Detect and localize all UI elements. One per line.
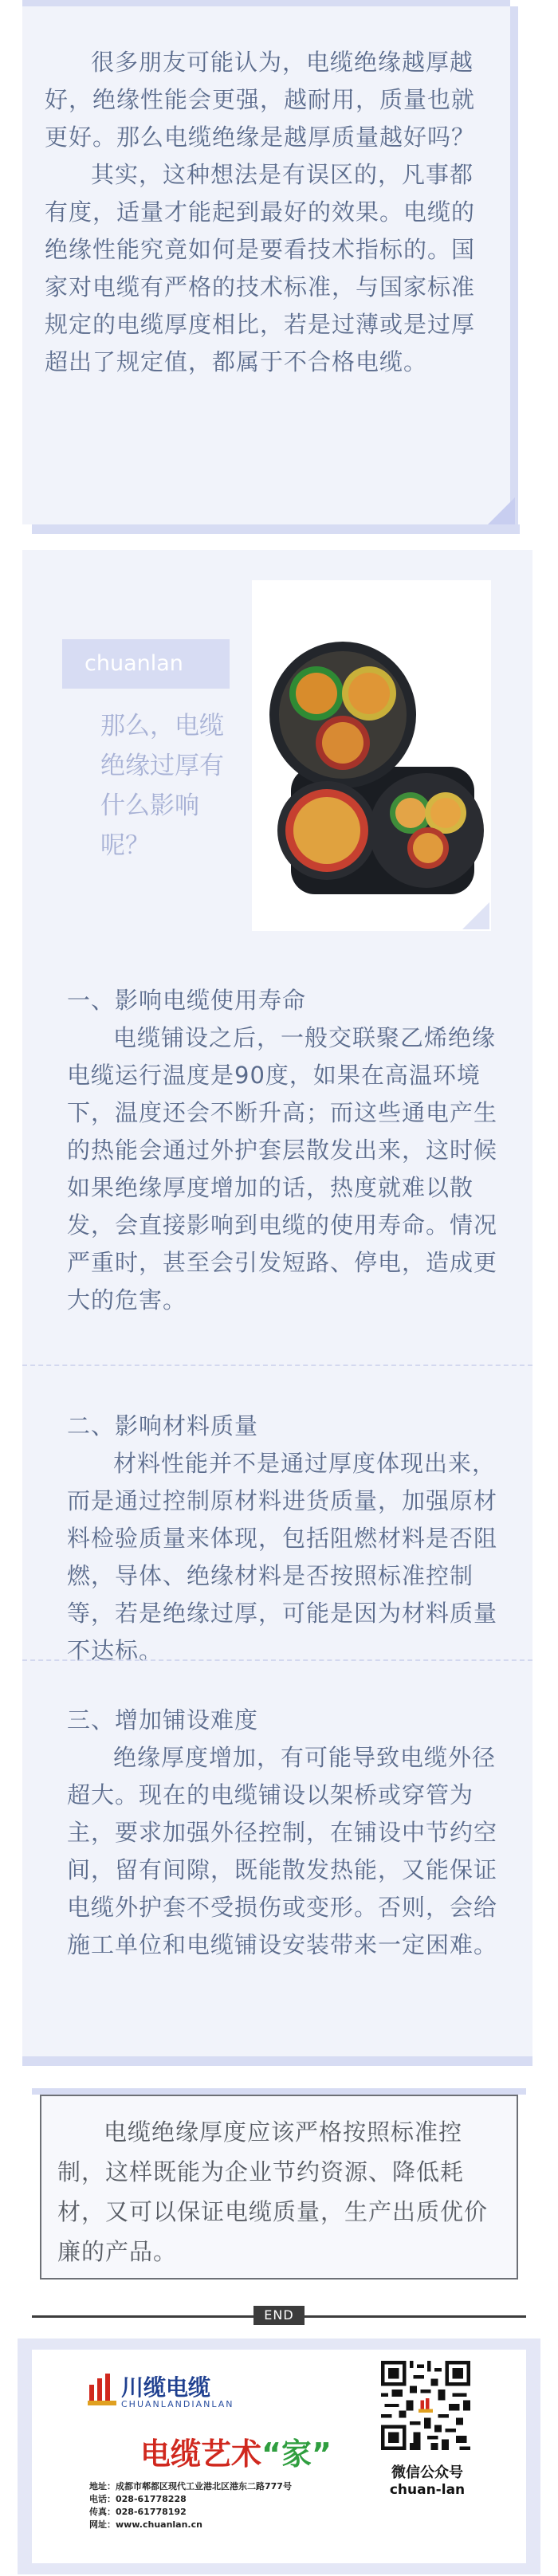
section-body-lifespan: 电缆铺设之后，一般交联聚乙烯绝缘电缆运行温度是90度，如果在高温环境下，温度还会不断升高；而这些通电产生的热能会通过外护套层散发出来，这时候如果绝缘厚度增加的话，热度就难以散发，会直接影响到电缆的使用寿命。情况严重时，甚至会引发短路、停电，造成更大的危害。 bbox=[67, 1024, 498, 1314]
copper-conductor bbox=[413, 833, 443, 863]
copper-conductor bbox=[296, 673, 337, 714]
chuanlan-logo-icon bbox=[88, 2374, 116, 2405]
contact-phone: 电话：028-61778228 bbox=[89, 2494, 187, 2504]
conclusion-text: 电缆绝缘厚度应该严格按照标准控制，这样既能为企业节约资源、降低耗材，又可以保证电缆质量，生产出质优价廉的产品。 bbox=[57, 2119, 489, 2265]
intro-card-top-bar bbox=[22, 0, 510, 6]
contact-address: 地址：成都市郫都区现代工业港北区港东二路777号 bbox=[89, 2481, 292, 2492]
intro-card-shadow bbox=[32, 524, 520, 534]
cable-cross-section-image bbox=[259, 599, 490, 910]
wechat-id: chuan-lan bbox=[389, 2482, 466, 2498]
section-heading-lifespan: 一、影响电缆使用寿命 bbox=[67, 987, 307, 1014]
section-heading-installation: 三、增加铺设难度 bbox=[67, 1706, 259, 1734]
qr-code-icon[interactable] bbox=[381, 2361, 470, 2450]
page-fold-corner bbox=[488, 497, 515, 524]
conclusion-frame-bar bbox=[32, 2088, 526, 2095]
slogan: 电缆艺术“家” bbox=[140, 2437, 332, 2472]
contact-website[interactable]: 网址：www.chuanlan.cn bbox=[89, 2519, 202, 2530]
intro-text bbox=[45, 44, 491, 381]
brand-tag: chuanlan bbox=[62, 639, 230, 689]
section-heading-material: 二、影响材料质量 bbox=[67, 1412, 259, 1439]
brand-pinyin: CHUANLANDIANLAN bbox=[121, 2399, 234, 2409]
main-card-bottom-bar bbox=[22, 2056, 532, 2066]
intro-paragraph-1: 很多朋友可能认为，电缆绝缘越厚越好，绝缘性能会更强，越耐用，质量也就更好。那么电缆绝缘是越厚质量越好吗？ bbox=[45, 49, 476, 151]
copper-conductor bbox=[395, 798, 426, 828]
wechat-label: 微信公众号 bbox=[391, 2464, 463, 2481]
intro-paragraph-2: 其实，这种想法是有误区的，凡事都有度，适量才能起到最好的效果。电缆的绝缘性能究竟如何是要看技术指标的。国家对电缆有严格的技术标准，与国家标准规定的电缆厚度相比，若是过薄或是过厚超出了规定值，都属于不合格电缆。 bbox=[45, 161, 476, 375]
question-text: 那么，电缆绝缘过厚有什么影响呢？ bbox=[100, 712, 224, 860]
section-divider bbox=[22, 1365, 532, 1366]
section-divider bbox=[22, 1659, 532, 1661]
end-label: END bbox=[253, 2306, 305, 2325]
contact-info bbox=[89, 2480, 292, 2531]
section-body-material: 材料性能并不是通过厚度体现出来，而是通过控制原材料进货质量，加强原材料检验质量来体现，包括阻燃材料是否阻燃，导体、绝缘材料是否按照标准控制等，若是绝缘过厚，可能是因为材料质量不达标。 bbox=[67, 1450, 498, 1664]
copper-conductor bbox=[322, 722, 363, 764]
section-body-installation: 绝缘厚度增加，有可能导致电缆外径超大。现在的电缆铺设以架桥或穿管为主，要求加强外径控制，在铺设中节约空间，留有间隙，既能散发热能，又能保证电缆外护套不受损伤或变形。否则，会给施工单位和电缆铺设安装带来一定困难。 bbox=[67, 1744, 498, 1958]
copper-conductor bbox=[348, 673, 390, 714]
copper-conductor bbox=[293, 797, 360, 864]
brand-name: 川缆电缆 bbox=[121, 2374, 211, 2401]
contact-fax: 传真：028-61778192 bbox=[89, 2507, 187, 2517]
copper-conductor bbox=[430, 798, 461, 828]
